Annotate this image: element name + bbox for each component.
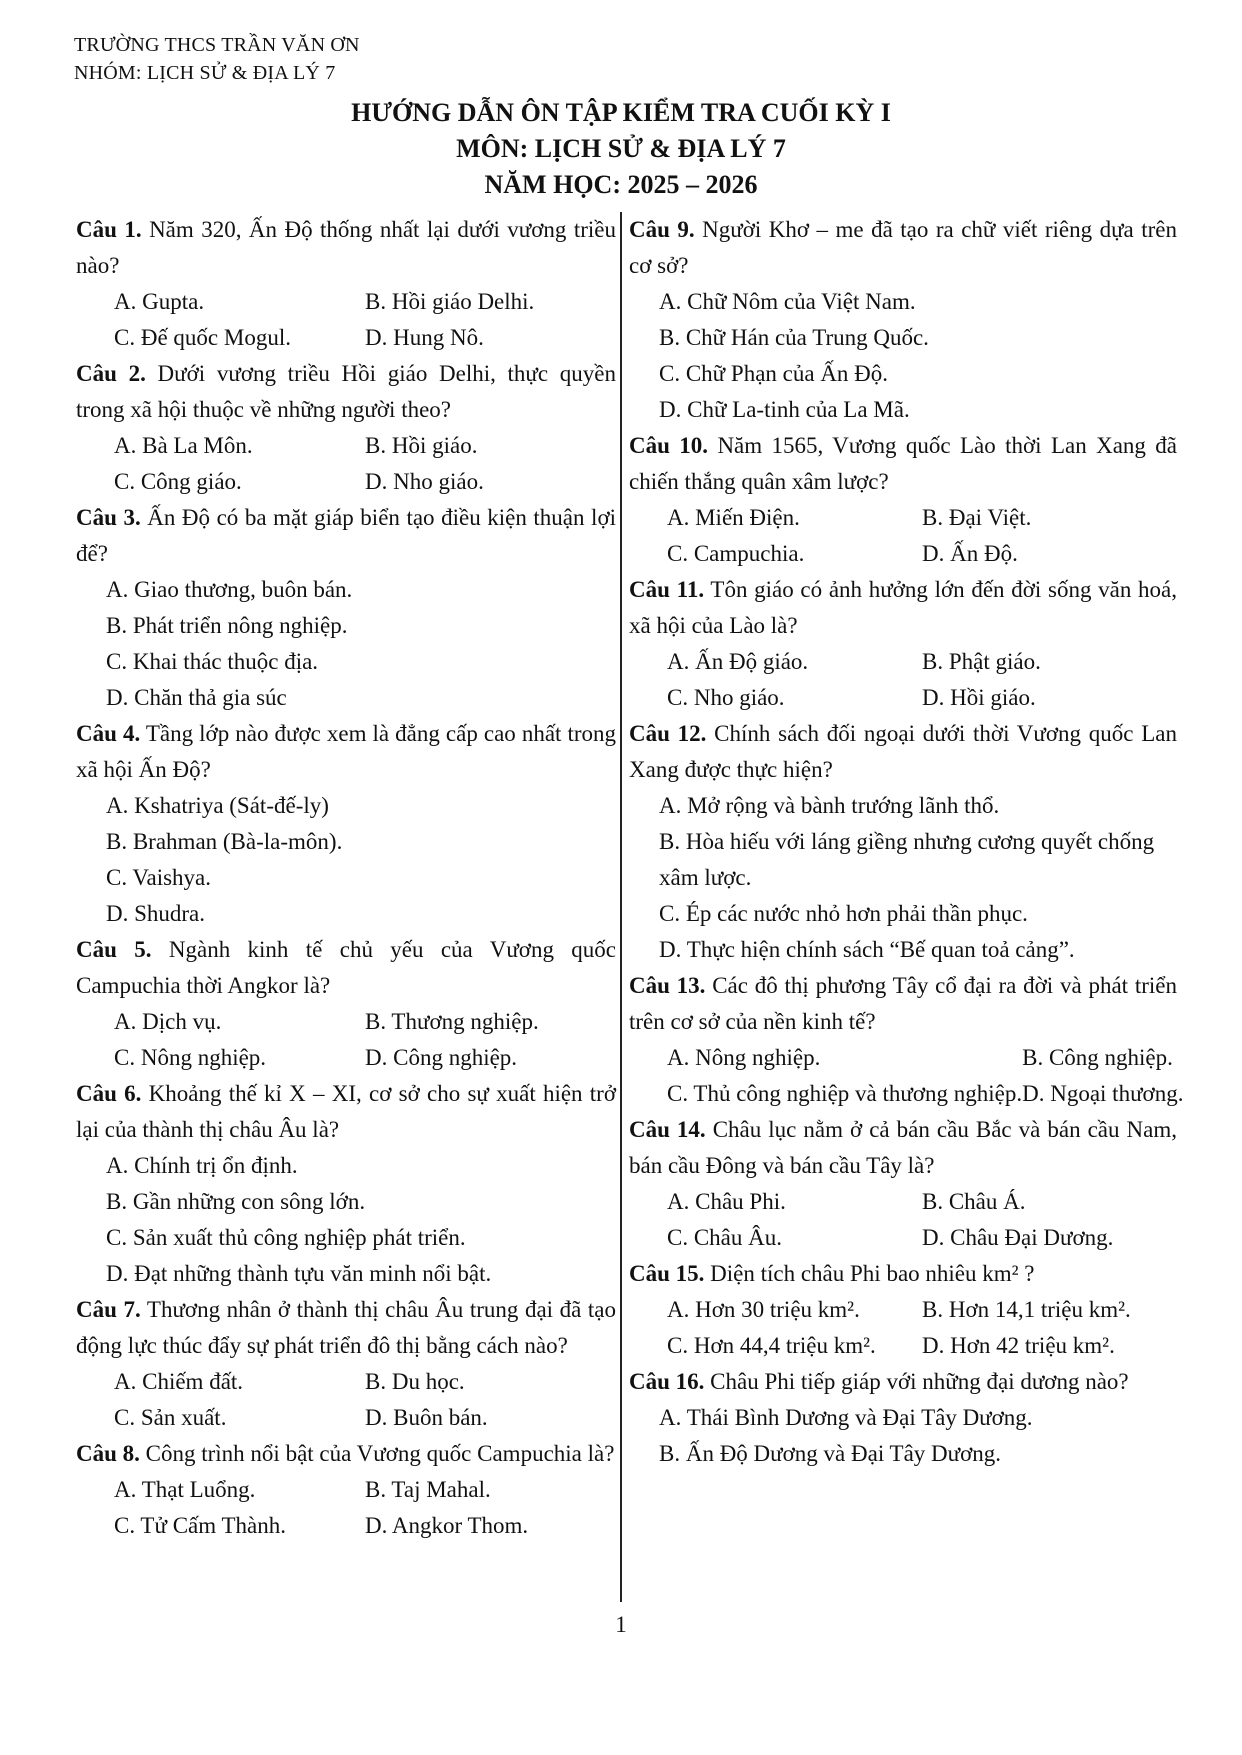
- question-block: [76, 500, 616, 716]
- question-label: Câu 11.: [629, 577, 705, 602]
- question-stem: Diện tích châu Phi bao nhiêu km² ?: [710, 1261, 1035, 1286]
- answer-options: [76, 788, 616, 932]
- question-text: [76, 932, 616, 1004]
- doc-title: HƯỚNG DẪN ÔN TẬP KIỂM TRA CUỐI KỲ I: [351, 98, 891, 127]
- answer-options: [76, 1148, 616, 1292]
- answer-option: C. Đế quốc Mogul.: [114, 325, 291, 350]
- answer-option: D. Hung Nô.: [365, 325, 484, 350]
- question-label: Câu 16.: [629, 1369, 705, 1394]
- answer-option: D. Châu Đại Dương.: [922, 1225, 1114, 1250]
- answer-option: B. Đại Việt.: [922, 505, 1032, 530]
- question-block: [629, 1112, 1177, 1256]
- answer-option: B. Hồi giáo Delhi.: [365, 289, 535, 314]
- column-divider: [620, 212, 622, 1602]
- question-text: [76, 356, 616, 428]
- question-text: [76, 1076, 616, 1148]
- answer-option: C. Châu Âu.: [667, 1225, 782, 1250]
- answer-option: A. Miến Điện.: [667, 505, 800, 530]
- question-block: [629, 212, 1177, 428]
- answer-option: D. Chữ La-tinh của La Mã.: [659, 397, 910, 422]
- answer-option: A. Chiếm đất.: [114, 1369, 244, 1394]
- answer-option: C. Nho giáo.: [667, 685, 785, 710]
- question-label: Câu 7.: [76, 1297, 141, 1322]
- answer-option: A. Ấn Độ giáo.: [667, 649, 809, 674]
- answer-option: D. Buôn bán.: [365, 1405, 488, 1430]
- answer-option: D. Ấn Độ.: [922, 541, 1018, 566]
- answer-options: [629, 1292, 1177, 1364]
- question-block: [629, 428, 1177, 572]
- question-block: [629, 1364, 1177, 1472]
- answer-option: B. Hòa hiếu với láng giềng nhưng cương quyết chống xâm lược.: [659, 829, 1155, 890]
- answer-option: A. Chính trị ổn định.: [106, 1153, 298, 1178]
- answer-option: A. Mở rộng và bành trướng lãnh thổ.: [659, 793, 1000, 818]
- answer-options: [76, 1364, 616, 1436]
- school-name: TRƯỜNG THCS TRẦN VĂN ƠN: [74, 34, 360, 56]
- question-text: [76, 500, 616, 572]
- answer-option: B. Ấn Độ Dương và Đại Tây Dương.: [659, 1441, 1002, 1466]
- answer-option: B. Brahman (Bà-la-môn).: [106, 829, 343, 854]
- answer-option: A. Nông nghiệp.: [667, 1045, 821, 1070]
- subject-group: NHÓM: LỊCH SỬ & ĐỊA LÝ 7: [74, 62, 336, 84]
- page-number: 1: [615, 1612, 627, 1637]
- question-text: [629, 212, 1177, 284]
- question-text: [629, 1256, 1177, 1292]
- question-stem: Dưới vương triều Hồi giáo Delhi, thực quyền trong xã hội thuộc về những người theo?: [76, 361, 617, 422]
- answer-options: [629, 788, 1177, 968]
- question-text: [76, 1292, 616, 1364]
- question-stem: Ấn Độ có ba mặt giáp biển tạo điều kiện thuận lợi để?: [76, 505, 616, 566]
- answer-option: C. Khai thác thuộc địa.: [106, 649, 319, 674]
- answer-option: D. Shudra.: [106, 901, 206, 926]
- answer-option: B. Du học.: [365, 1369, 465, 1394]
- answer-option: B. Thương nghiệp.: [365, 1009, 539, 1034]
- answer-options: [629, 644, 1177, 716]
- answer-option: D. Hơn 42 triệu km².: [922, 1333, 1115, 1358]
- answer-option: D. Đạt những thành tựu văn minh nổi bật.: [106, 1261, 492, 1286]
- answer-option: A. Bà La Môn.: [114, 433, 253, 458]
- question-stem: Châu Phi tiếp giáp với những đại dương nào?: [710, 1369, 1129, 1394]
- question-label: Câu 1.: [76, 217, 142, 242]
- answer-option: D. Chăn thả gia súc: [106, 685, 287, 710]
- question-label: Câu 12.: [629, 721, 707, 746]
- answer-option: A. Dịch vụ.: [114, 1009, 222, 1034]
- answer-option: B. Gần những con sông lớn.: [106, 1189, 366, 1214]
- answer-option: B. Taj Mahal.: [365, 1477, 491, 1502]
- question-stem: Châu lục nằm ở cả bán cầu Bắc và bán cầu Nam, bán cầu Đông và bán cầu Tây là?: [629, 1117, 1177, 1178]
- question-stem: Khoảng thế kỉ X – XI, cơ sở cho sự xuất hiện trở lại của thành thị châu Âu là?: [76, 1081, 617, 1142]
- answer-option: A. Kshatriya (Sát-đế-ly): [106, 793, 329, 818]
- question-label: Câu 3.: [76, 505, 141, 530]
- answer-option: A. Gupta.: [114, 289, 205, 314]
- question-text: [629, 1112, 1177, 1184]
- answer-option: B. Công nghiệp.: [1022, 1045, 1173, 1070]
- answer-options: [76, 428, 616, 500]
- question-label: Câu 4.: [76, 721, 141, 746]
- answer-options: [629, 1040, 1184, 1112]
- answer-options: [629, 284, 1177, 428]
- question-label: Câu 2.: [76, 361, 146, 386]
- question-block: [629, 1256, 1177, 1364]
- question-stem: Chính sách đối ngoại dưới thời Vương quốc Lan Xang được thực hiện?: [629, 721, 1177, 782]
- answer-options: [76, 1004, 616, 1076]
- answer-option: B. Hơn 14,1 triệu km².: [922, 1297, 1131, 1322]
- answer-option: B. Châu Á.: [922, 1189, 1026, 1214]
- question-stem: Các đô thị phương Tây cổ đại ra đời và phát triển trên cơ sở của nền kinh tế?: [629, 973, 1177, 1034]
- answer-options: [629, 500, 1177, 572]
- question-label: Câu 9.: [629, 217, 695, 242]
- answer-option: C. Campuchia.: [667, 541, 805, 566]
- question-stem: Người Khơ – me đã tạo ra chữ viết riêng dựa trên cơ sở?: [629, 217, 1178, 278]
- answer-option: A. Thái Bình Dương và Đại Tây Dương.: [659, 1405, 1033, 1430]
- question-text: [76, 1436, 616, 1472]
- question-block: [629, 716, 1177, 968]
- right-column: [629, 212, 1184, 1472]
- answer-option: C. Tử Cấm Thành.: [114, 1513, 286, 1538]
- doc-subject: MÔN: LỊCH SỬ & ĐỊA LÝ 7: [456, 134, 786, 163]
- answer-option: D. Angkor Thom.: [365, 1513, 529, 1538]
- answer-option: D. Nho giáo.: [365, 469, 484, 494]
- question-text: [629, 572, 1177, 644]
- answer-option: C. Hơn 44,4 triệu km².: [667, 1333, 876, 1358]
- question-label: Câu 15.: [629, 1261, 705, 1286]
- answer-options: [629, 1184, 1177, 1256]
- question-text: [629, 1364, 1177, 1400]
- question-label: Câu 5.: [76, 937, 152, 962]
- answer-option: A. Thạt Luổng.: [114, 1477, 256, 1502]
- question-label: Câu 6.: [76, 1081, 142, 1106]
- answer-option: D. Hồi giáo.: [922, 685, 1036, 710]
- question-stem: Tôn giáo có ảnh hưởng lớn đến đời sống văn hoá, xã hội của Lào là?: [629, 577, 1178, 638]
- question-block: [76, 212, 616, 356]
- answer-option: A. Hơn 30 triệu km².: [667, 1297, 860, 1322]
- answer-option: D. Thực hiện chính sách “Bế quan toả cảng”.: [659, 937, 1075, 962]
- question-label: Câu 14.: [629, 1117, 706, 1142]
- answer-option: C. Chữ Phạn của Ấn Độ.: [659, 361, 889, 386]
- question-stem: Công trình nổi bật của Vương quốc Campuchia là?: [145, 1441, 615, 1466]
- left-column: [76, 212, 616, 1544]
- question-text: [76, 716, 616, 788]
- answer-option: B. Phật giáo.: [922, 649, 1041, 674]
- answer-option: C. Sản xuất thủ công nghiệp phát triển.: [106, 1225, 466, 1250]
- answer-options: [76, 572, 616, 716]
- question-block: [76, 356, 616, 500]
- answer-option: B. Phát triển nông nghiệp.: [106, 613, 348, 638]
- question-label: Câu 8.: [76, 1441, 140, 1466]
- question-stem: Năm 1565, Vương quốc Lào thời Lan Xang đã chiến thắng quân xâm lược?: [629, 433, 1178, 494]
- question-stem: Thương nhân ở thành thị châu Âu trung đại đã tạo động lực thúc đẩy sự phát triển đô thị bằng cách nào?: [76, 1297, 616, 1358]
- answer-option: A. Châu Phi.: [667, 1189, 786, 1214]
- answer-options: [76, 1472, 616, 1544]
- answer-options: [76, 284, 616, 356]
- answer-option: C. Vaishya.: [106, 865, 211, 890]
- question-text: [76, 212, 616, 284]
- answer-option: A. Giao thương, buôn bán.: [106, 577, 353, 602]
- answer-option: D. Công nghiệp.: [365, 1045, 518, 1070]
- question-stem: Năm 320, Ấn Độ thống nhất lại dưới vương triều nào?: [76, 217, 617, 278]
- question-stem: Ngành kinh tế chủ yếu của Vương quốc Campuchia thời Angkor là?: [76, 937, 617, 998]
- question-block: [76, 932, 616, 1076]
- question-block: [76, 716, 616, 932]
- question-block: [76, 1076, 616, 1292]
- question-stem: Tầng lớp nào được xem là đẳng cấp cao nhất trong xã hội Ấn Độ?: [76, 721, 617, 782]
- question-text: [629, 968, 1177, 1040]
- answer-option: C. Thủ công nghiệp và thương nghiệp.: [667, 1081, 1023, 1106]
- doc-school-year: NĂM HỌC: 2025 – 2026: [484, 170, 758, 199]
- question-text: [629, 428, 1177, 500]
- answer-option: B. Hồi giáo.: [365, 433, 478, 458]
- answer-option: C. Ép các nước nhỏ hơn phải thần phục.: [659, 901, 1028, 926]
- answer-option: C. Công giáo.: [114, 469, 242, 494]
- answer-options: [629, 1400, 1177, 1472]
- question-block: [629, 968, 1184, 1112]
- question-label: Câu 13.: [629, 973, 706, 998]
- question-block: [76, 1292, 616, 1436]
- answer-option: B. Chữ Hán của Trung Quốc.: [659, 325, 929, 350]
- answer-option: D. Ngoại thương.: [1022, 1081, 1184, 1106]
- question-block: [629, 572, 1177, 716]
- answer-option: A. Chữ Nôm của Việt Nam.: [659, 289, 916, 314]
- question-label: Câu 10.: [629, 433, 709, 458]
- answer-option: C. Sản xuất.: [114, 1405, 227, 1430]
- answer-option: C. Nông nghiệp.: [114, 1045, 267, 1070]
- question-block: [76, 1436, 616, 1544]
- question-text: [629, 716, 1177, 788]
